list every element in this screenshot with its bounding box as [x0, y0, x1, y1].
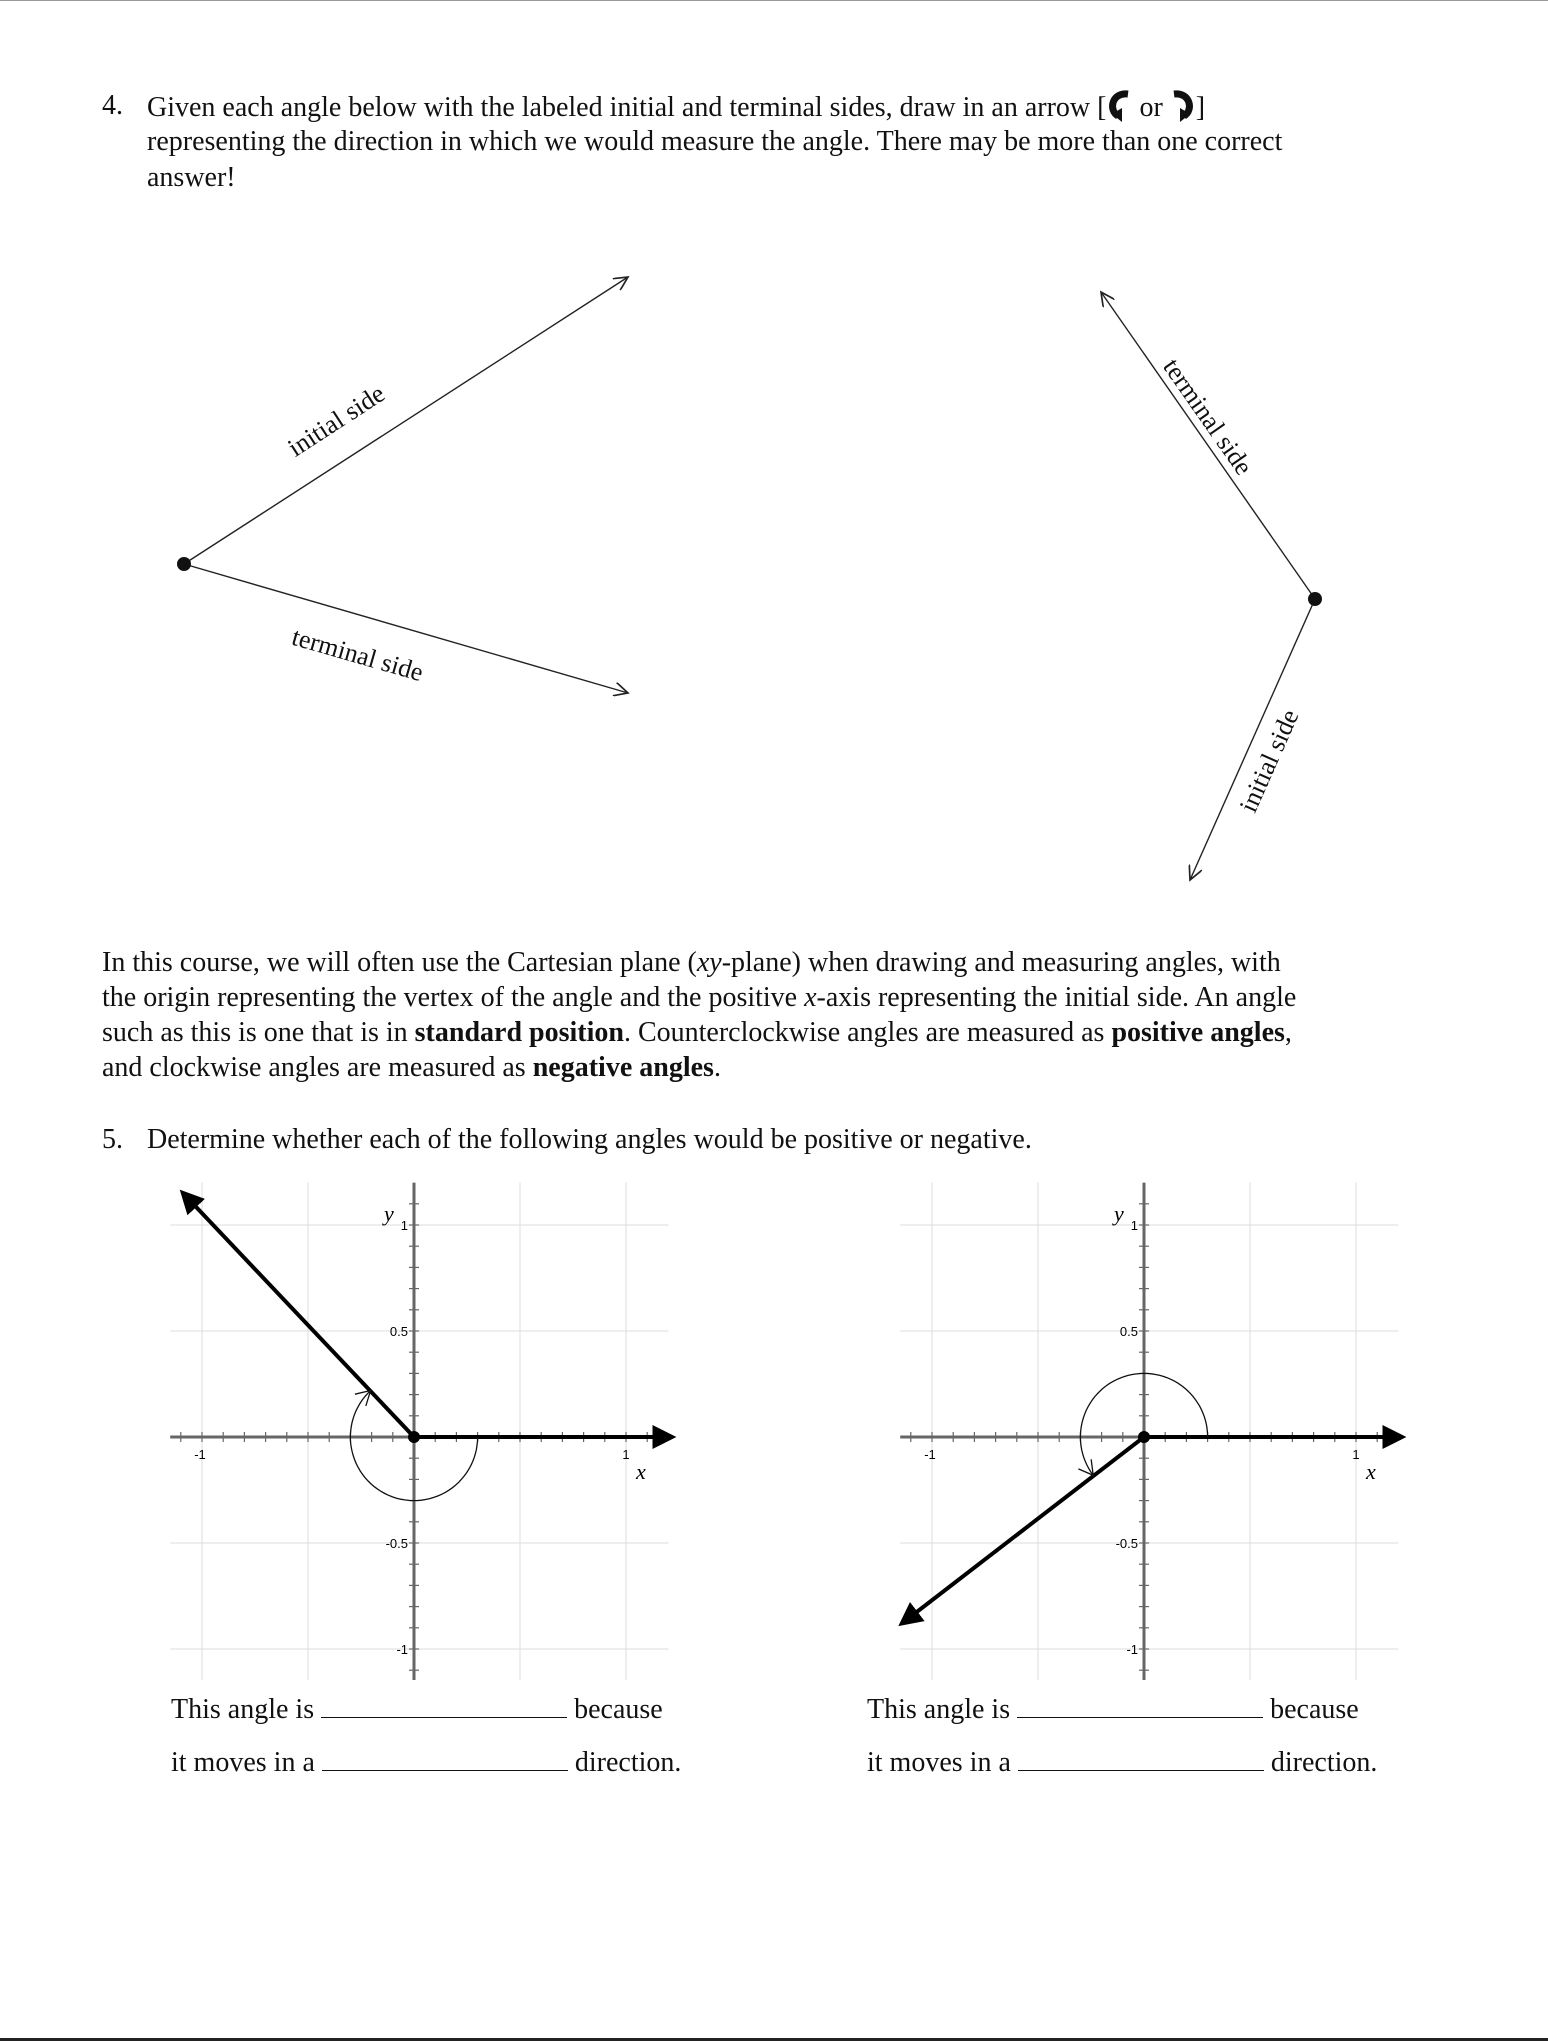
q5-number: 5. — [102, 1124, 123, 1155]
angle-diagrams — [0, 0, 1548, 950]
paragraph-line3 — [102, 1015, 1292, 1051]
x-tick-label: 1 — [1352, 1447, 1360, 1462]
left-vertex — [177, 557, 191, 571]
text: because — [1270, 1694, 1359, 1725]
x-tick-label: -1 — [924, 1447, 936, 1462]
q4-text: Given each angle below with the labeled initial and terminal sides, draw in an arrow [ — [147, 92, 1107, 123]
left-answer-line2 — [171, 1744, 681, 1781]
answer-blank-direction[interactable] — [322, 1744, 568, 1771]
paragraph-line1 — [102, 945, 1281, 981]
paragraph-line4 — [102, 1050, 721, 1086]
y-tick-label: 0.5 — [1119, 1324, 1138, 1339]
text: . Counterclockwise angles are measured as — [623, 1017, 1112, 1048]
q4-number: 4. — [102, 90, 123, 121]
text: -plane) when drawing and measuring angles, with — [721, 947, 1281, 978]
text: it moves in a — [171, 1747, 315, 1778]
text: it moves in a — [867, 1747, 1011, 1778]
text: x — [804, 982, 817, 1013]
text: In this course, we will often use the Cartesian plane ( — [102, 947, 697, 978]
x-tick-label: -1 — [194, 1447, 206, 1462]
text: -axis representing the initial side. An angle — [816, 982, 1297, 1013]
right-vertex — [1308, 592, 1322, 606]
answer-blank-sign[interactable] — [1017, 1691, 1263, 1718]
y-tick-label: -1 — [396, 1642, 408, 1657]
answer-blank-sign[interactable] — [321, 1691, 567, 1718]
q4-text: ] — [1195, 92, 1206, 123]
right-answer-line2 — [867, 1744, 1377, 1781]
terminal-side-ray — [188, 1198, 414, 1437]
text: . — [713, 1052, 721, 1083]
paragraph-line2 — [102, 980, 1296, 1016]
graph-right — [880, 1180, 1420, 1680]
text: This angle is — [171, 1694, 315, 1725]
right-terminal-label: terminal side — [1157, 353, 1259, 481]
answer-blank-direction[interactable] — [1018, 1744, 1264, 1771]
text: xy — [696, 947, 722, 978]
y-tick-label: -0.5 — [1115, 1536, 1138, 1551]
y-tick-label: 1 — [1130, 1218, 1138, 1233]
left-answer-line1 — [171, 1691, 663, 1728]
left-initial-side — [184, 277, 628, 564]
right-initial-side — [1190, 599, 1315, 880]
q4-line2: representing the direction in which we would measure the angle. There may be more than one correct — [147, 126, 1283, 157]
term-positive-angles: positive angles — [1111, 1017, 1285, 1048]
text: direction. — [574, 1747, 682, 1778]
text: the origin representing the vertex of the angle and the positive — [102, 982, 805, 1013]
text: and clockwise angles are measured as — [102, 1052, 533, 1083]
text: because — [574, 1694, 663, 1725]
vertex-point — [408, 1431, 420, 1443]
right-terminal-side — [1101, 292, 1315, 599]
left-terminal-label: terminal side — [288, 621, 427, 688]
graph-left — [150, 1180, 690, 1680]
text: such as this is one that is in — [102, 1017, 415, 1048]
right-answer-line1 — [867, 1691, 1359, 1728]
y-tick-label: -0.5 — [385, 1536, 408, 1551]
y-tick-label: 1 — [400, 1218, 408, 1233]
q4-line3: answer! — [147, 162, 236, 193]
x-tick-label: 1 — [622, 1447, 630, 1462]
term-standard-position: standard position — [414, 1017, 624, 1048]
or-text: or — [1139, 92, 1163, 123]
vertex-point — [1138, 1431, 1150, 1443]
left-initial-label: initial side — [282, 378, 390, 463]
x-axis-label: x — [1365, 1459, 1376, 1484]
y-tick-label: -1 — [1126, 1642, 1138, 1657]
y-axis-label: y — [384, 1200, 394, 1226]
q5-text: Determine whether each of the following angles would be positive or negative. — [147, 1124, 1032, 1155]
text: , — [1284, 1017, 1292, 1048]
bottom-rule — [0, 2038, 1548, 2041]
text: direction. — [1270, 1747, 1378, 1778]
y-axis-label: y — [1114, 1200, 1124, 1226]
y-tick-label: 0.5 — [389, 1324, 408, 1339]
x-axis-label: x — [635, 1459, 646, 1484]
text: This angle is — [867, 1694, 1011, 1725]
terminal-side-ray — [908, 1437, 1144, 1619]
right-initial-label: initial side — [1233, 705, 1305, 817]
term-negative-angles: negative angles — [532, 1052, 714, 1083]
